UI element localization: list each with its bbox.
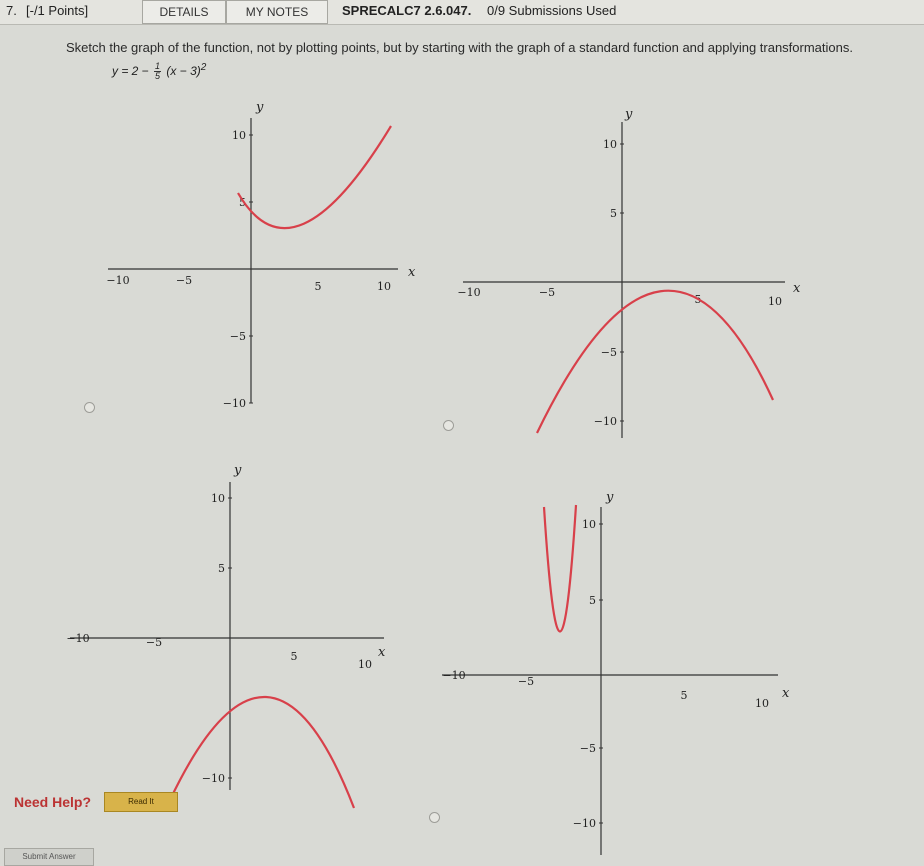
graph-curve — [537, 291, 773, 433]
x-tick-label: −5 — [145, 636, 163, 649]
fraction-denominator: 5 — [155, 71, 161, 82]
need-help-label: Need Help? — [14, 794, 92, 810]
graph-1-radio[interactable] — [84, 402, 95, 413]
graph-curve — [238, 126, 391, 228]
graph-2-radio[interactable] — [443, 420, 454, 431]
x-tick-label: 5 — [680, 689, 688, 702]
graph-option-1[interactable] — [96, 98, 416, 418]
graph-option-3[interactable] — [62, 460, 402, 810]
x-tick-label: 5 — [314, 280, 322, 293]
graph-4-radio[interactable] — [429, 812, 440, 823]
x-tick-label: 10 — [377, 280, 391, 293]
x-tick-label: 10 — [755, 697, 769, 710]
y-tick-label: −5 — [229, 330, 246, 343]
graph-option-2[interactable] — [455, 100, 815, 440]
x-tick-label: −5 — [175, 274, 193, 287]
equation-fraction — [154, 62, 161, 81]
my-notes-button[interactable]: MY NOTES — [226, 0, 328, 24]
points-label: [-/1 Points] — [26, 3, 89, 18]
y-tick-label: −5 — [600, 346, 617, 359]
fraction-numerator: 1 — [155, 61, 161, 72]
y-axis-label: y — [256, 100, 264, 115]
y-tick-label: 5 — [610, 207, 617, 220]
y-tick-label: 5 — [589, 594, 596, 607]
y-tick-label: 10 — [603, 138, 617, 151]
question-header — [0, 0, 924, 25]
x-tick-label: 10 — [358, 658, 372, 671]
details-button[interactable]: DETAILS — [142, 0, 226, 24]
x-tick-label: 10 — [768, 295, 782, 308]
y-axis-label: y — [625, 107, 633, 122]
graph-curve — [170, 697, 354, 808]
graph-option-4[interactable] — [438, 485, 798, 855]
y-tick-label: −10 — [222, 397, 246, 410]
y-tick-label: 10 — [232, 129, 246, 142]
x-tick-label: −5 — [538, 286, 556, 299]
x-tick-label: −10 — [66, 632, 90, 645]
equation — [112, 62, 206, 81]
x-axis-label: x — [408, 265, 416, 280]
x-axis-label: x — [378, 645, 386, 660]
y-axis-label: y — [606, 490, 614, 505]
y-axis-label: y — [234, 463, 242, 478]
equation-left: y = 2 − — [112, 64, 149, 78]
x-axis-label: x — [793, 281, 801, 296]
x-axis-label: x — [782, 686, 790, 701]
x-tick-label: −5 — [517, 675, 535, 688]
x-tick-label: −10 — [442, 669, 466, 682]
x-tick-label: −10 — [106, 274, 130, 287]
y-tick-label: 5 — [218, 562, 225, 575]
y-tick-label: −10 — [572, 817, 596, 830]
submit-answer-button[interactable]: Submit Answer — [4, 848, 94, 866]
y-tick-label: 10 — [582, 518, 596, 531]
x-tick-label: 5 — [694, 293, 702, 306]
y-tick-label: 10 — [211, 492, 225, 505]
y-tick-label: −10 — [593, 415, 617, 428]
x-tick-label: −10 — [457, 286, 481, 299]
x-tick-label: 5 — [290, 650, 298, 663]
equation-exponent: 2 — [200, 62, 207, 73]
y-tick-label: −10 — [201, 772, 225, 785]
read-it-button[interactable]: Read It — [104, 792, 178, 812]
graph-curve — [544, 505, 576, 632]
problem-id: SPRECALC7 2.6.047. — [342, 3, 472, 18]
equation-right: (x − 3) — [166, 64, 201, 78]
y-tick-label: −5 — [579, 742, 596, 755]
question-number: 7. — [6, 3, 17, 18]
y-tick-label: 5 — [239, 196, 246, 209]
submissions-count: 0/9 Submissions Used — [487, 3, 617, 18]
instructions-text: Sketch the graph of the function, not by plotting points, but by starting with the graph of a standard function and applying transformations. — [66, 40, 853, 55]
